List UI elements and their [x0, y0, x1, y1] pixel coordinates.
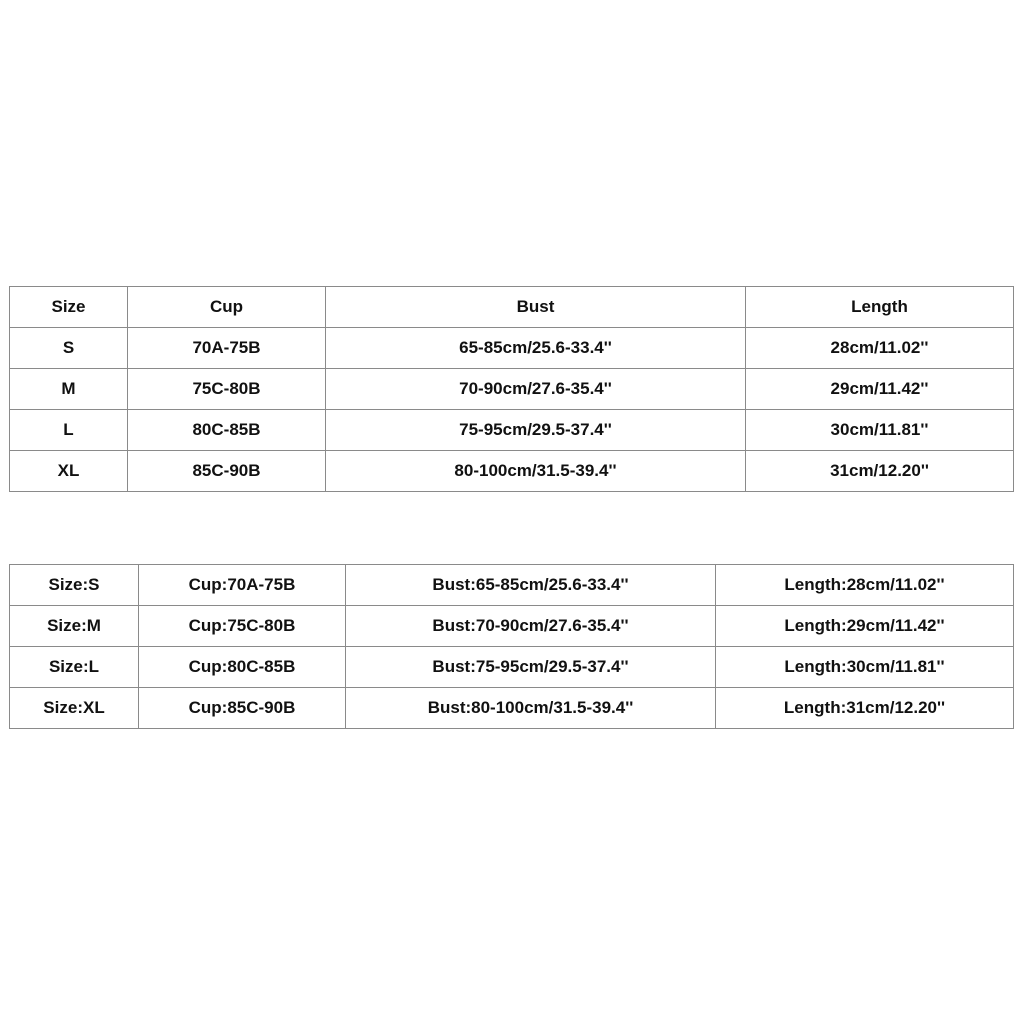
header-bust: Bust	[326, 287, 746, 328]
size-chart-table	[9, 286, 1014, 492]
cell-bust: Bust:65-85cm/25.6-33.4''	[346, 565, 716, 606]
cell-cup: 70A-75B	[128, 328, 326, 369]
cell-size: L	[10, 410, 128, 451]
cell-cup: 75C-80B	[128, 369, 326, 410]
cell-cup: Cup:80C-85B	[139, 647, 346, 688]
header-cup: Cup	[128, 287, 326, 328]
table-row	[10, 688, 1014, 729]
cell-bust: 65-85cm/25.6-33.4''	[326, 328, 746, 369]
table-row	[10, 647, 1014, 688]
cell-size: M	[10, 369, 128, 410]
cell-bust: Bust:75-95cm/29.5-37.4''	[346, 647, 716, 688]
cell-length: Length:28cm/11.02''	[716, 565, 1014, 606]
cell-size: S	[10, 328, 128, 369]
cell-bust: 70-90cm/27.6-35.4''	[326, 369, 746, 410]
cell-length: 28cm/11.02''	[746, 328, 1014, 369]
table-row	[10, 328, 1014, 369]
cell-bust: 80-100cm/31.5-39.4''	[326, 451, 746, 492]
cell-length: Length:29cm/11.42''	[716, 606, 1014, 647]
table-row	[10, 565, 1014, 606]
cell-size: Size:XL	[10, 688, 139, 729]
cell-cup: 85C-90B	[128, 451, 326, 492]
cell-cup: Cup:70A-75B	[139, 565, 346, 606]
table-row	[10, 410, 1014, 451]
cell-bust: Bust:80-100cm/31.5-39.4''	[346, 688, 716, 729]
table-row	[10, 451, 1014, 492]
cell-size: XL	[10, 451, 128, 492]
cell-length: 29cm/11.42''	[746, 369, 1014, 410]
table-header-row	[10, 287, 1014, 328]
cell-bust: 75-95cm/29.5-37.4''	[326, 410, 746, 451]
cell-length: Length:30cm/11.81''	[716, 647, 1014, 688]
header-size: Size	[10, 287, 128, 328]
cell-length: 31cm/12.20''	[746, 451, 1014, 492]
cell-length: 30cm/11.81''	[746, 410, 1014, 451]
cell-size: Size:S	[10, 565, 139, 606]
table-row	[10, 369, 1014, 410]
table-row	[10, 606, 1014, 647]
cell-cup: Cup:85C-90B	[139, 688, 346, 729]
size-chart-labeled-table	[9, 564, 1014, 729]
header-length: Length	[746, 287, 1014, 328]
cell-length: Length:31cm/12.20''	[716, 688, 1014, 729]
cell-cup: Cup:75C-80B	[139, 606, 346, 647]
cell-bust: Bust:70-90cm/27.6-35.4''	[346, 606, 716, 647]
cell-size: Size:L	[10, 647, 139, 688]
cell-cup: 80C-85B	[128, 410, 326, 451]
cell-size: Size:M	[10, 606, 139, 647]
